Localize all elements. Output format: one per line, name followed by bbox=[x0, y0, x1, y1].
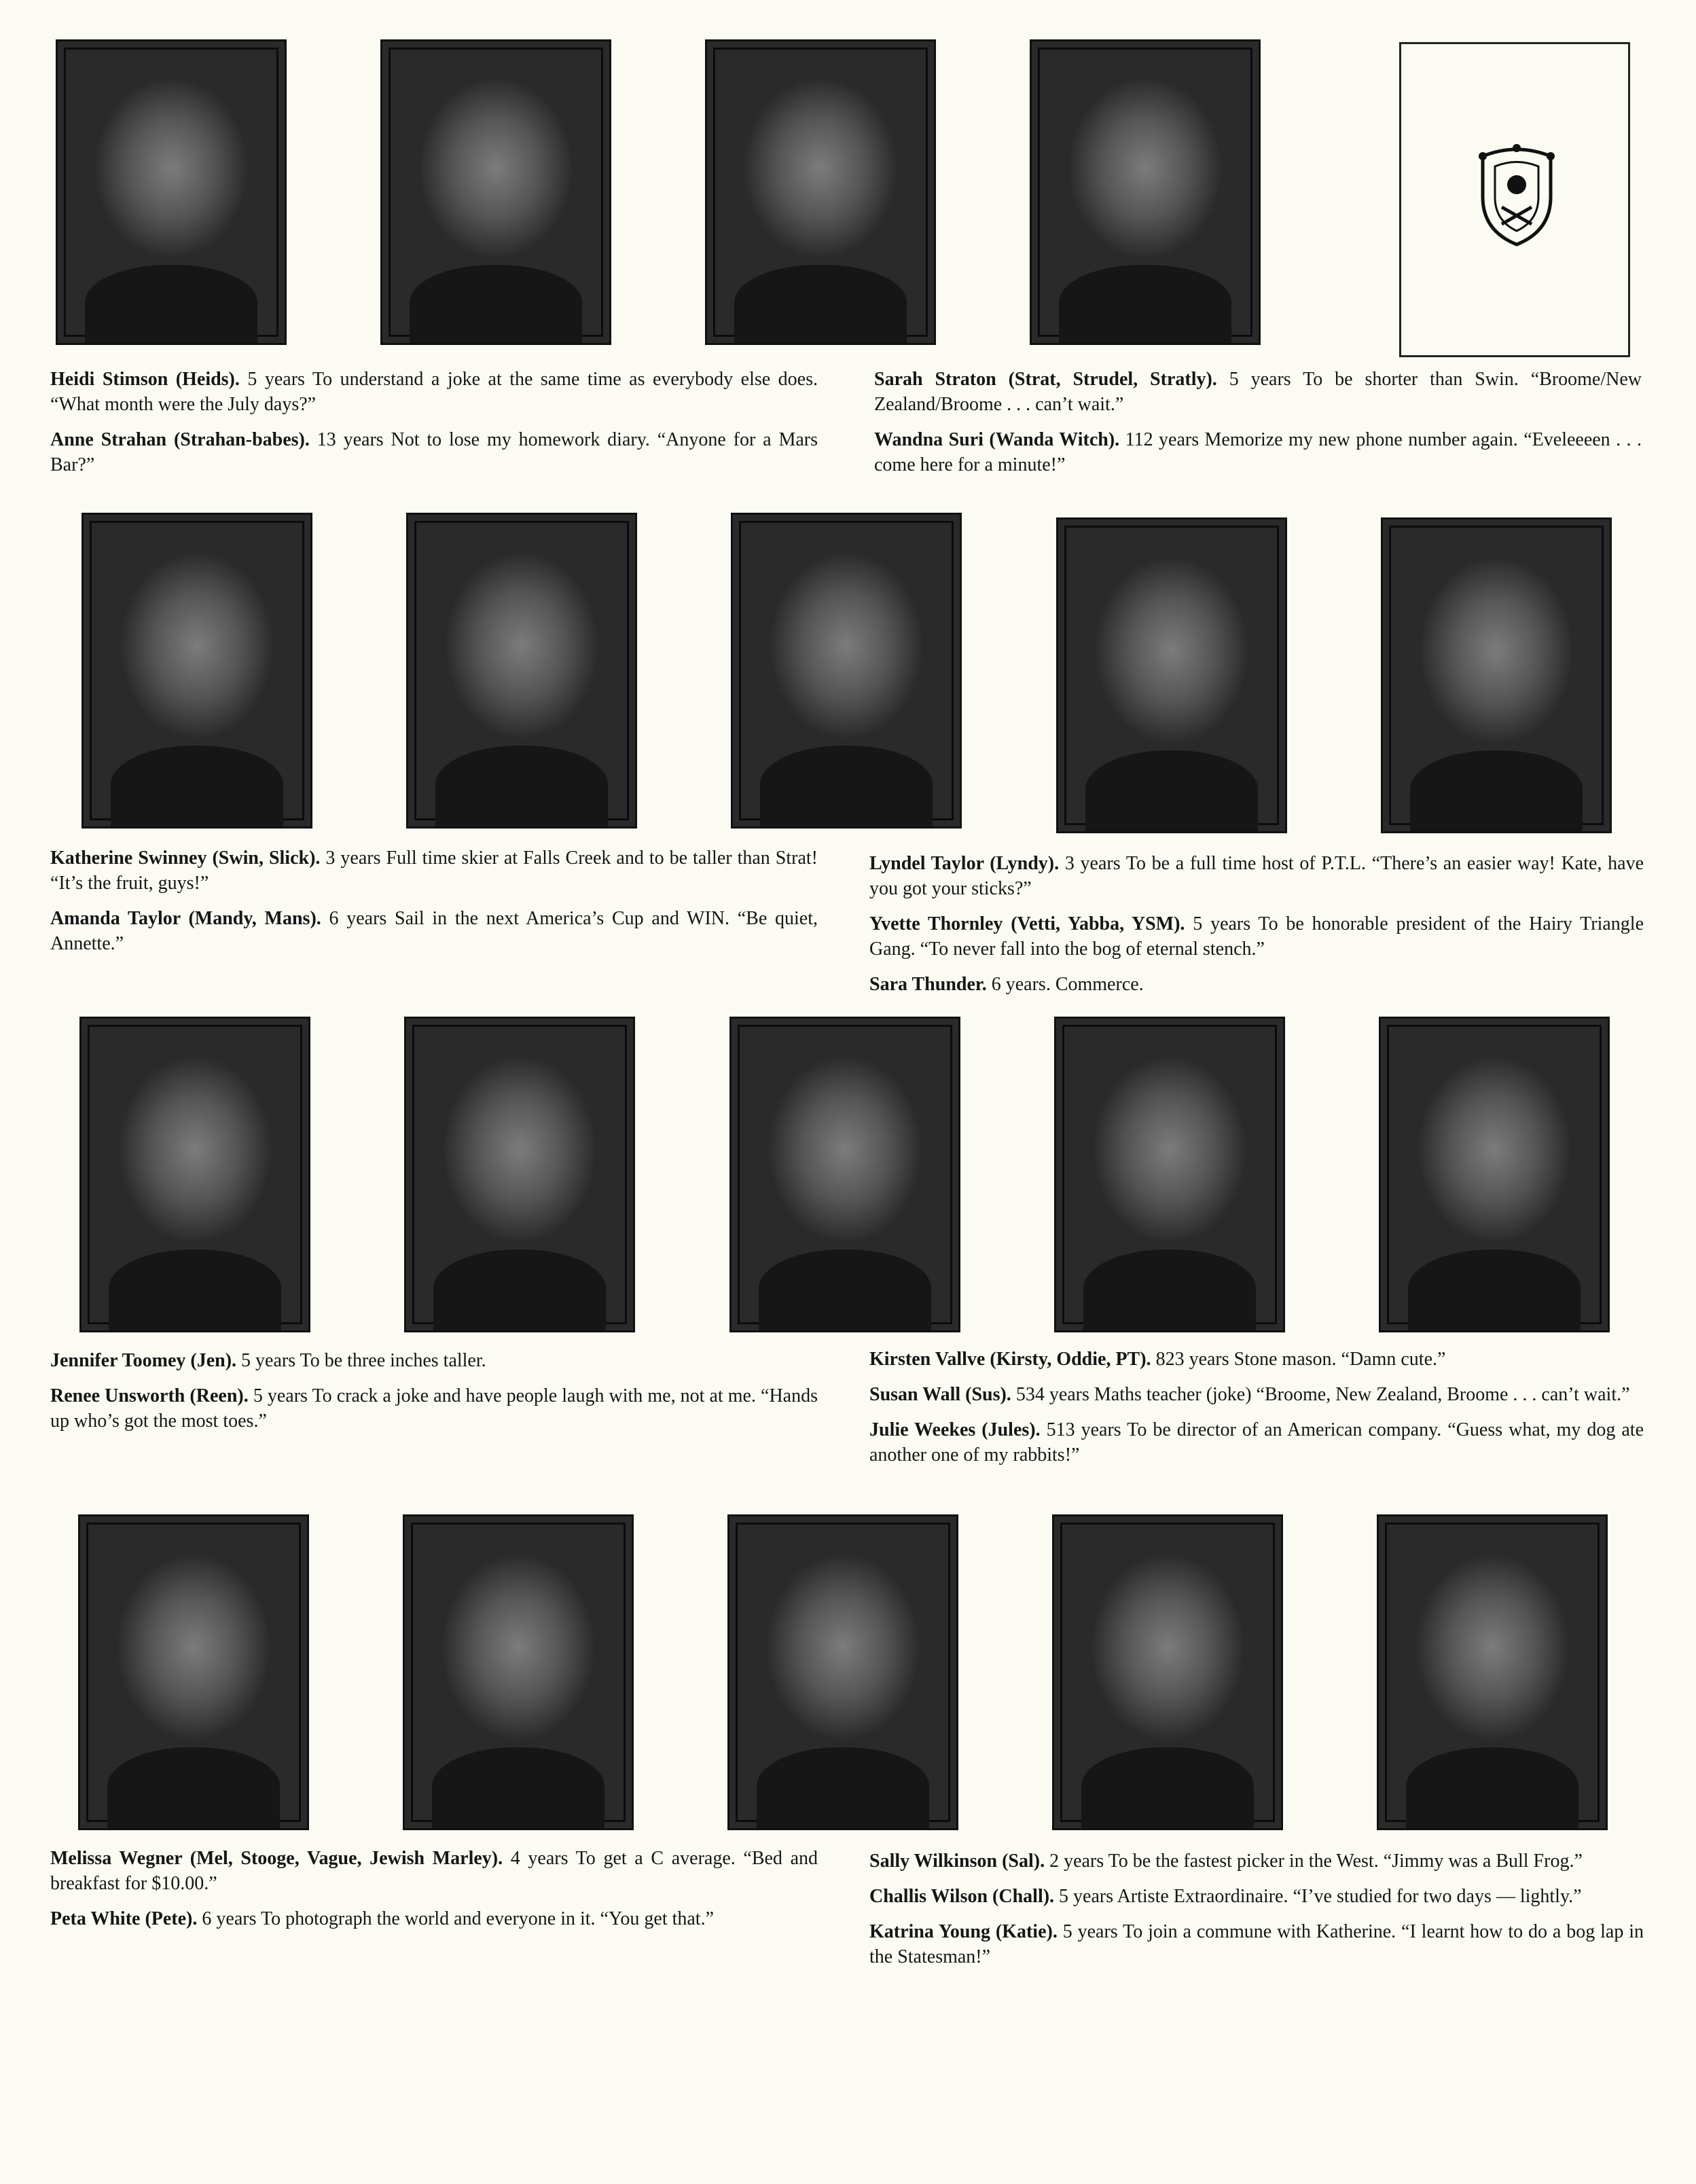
portrait-photo bbox=[1381, 517, 1612, 833]
student-entry bbox=[50, 1348, 818, 1373]
caption-block bbox=[50, 1348, 818, 1444]
student-name: Susan Wall (Sus). bbox=[869, 1384, 1011, 1405]
student-name: Lyndel Taylor (Lyndy). bbox=[869, 853, 1060, 874]
student-name: Wandna Suri (Wanda Witch). bbox=[874, 429, 1120, 450]
student-name: Anne Strahan (Strahan-babes). bbox=[50, 429, 310, 450]
student-entry bbox=[50, 367, 818, 417]
student-details: 513 years To be director of an American company. “Guess what, my dog ate another one of my rabbits!” bbox=[869, 1419, 1644, 1466]
portrait-photo bbox=[406, 513, 637, 829]
caption-block bbox=[50, 1846, 818, 1942]
student-details: 6 years Sail in the next America’s Cup and WIN. “Be quiet, Annette.” bbox=[50, 908, 818, 954]
student-details: 5 years To be three inches taller. bbox=[241, 1350, 486, 1371]
caption-block bbox=[869, 851, 1644, 1007]
student-details: 823 years Stone mason. “Damn cute.” bbox=[1155, 1349, 1446, 1370]
student-name: Julie Weekes (Jules). bbox=[869, 1419, 1041, 1440]
portrait-photo bbox=[1052, 1514, 1283, 1830]
student-details: 112 years Memorize my new phone number again. “Eveleeeen . . . come here for a minute!” bbox=[874, 429, 1642, 475]
student-name: Challis Wilson (Chall). bbox=[869, 1886, 1055, 1907]
student-details: 6 years To photograph the world and everyone in it. “You get that.” bbox=[202, 1908, 715, 1929]
student-details: 5 years To join a commune with Katherine. “I learnt how to do a bog lap in the Statesman!” bbox=[869, 1921, 1644, 1967]
student-details: 2 years To be the fastest picker in the West. “Jimmy was a Bull Frog.” bbox=[1049, 1851, 1583, 1872]
portrait-photo bbox=[1379, 1017, 1610, 1332]
student-name: Katrina Young (Katie). bbox=[869, 1921, 1058, 1942]
student-entry bbox=[874, 367, 1642, 417]
student-details: 13 years Not to lose my homework diary. “Anyone for a Mars Bar?” bbox=[50, 429, 818, 475]
portrait-photo bbox=[729, 1017, 960, 1332]
student-entry bbox=[50, 427, 818, 477]
student-details: 5 years To crack a joke and have people laugh with me, not at me. “Hands up who’s got the most toes.” bbox=[50, 1385, 818, 1432]
student-details: 5 years Artiste Extraordinaire. “I’ve studied for two days — lightly.” bbox=[1059, 1886, 1582, 1907]
portrait-photo bbox=[56, 39, 287, 345]
student-entry bbox=[869, 851, 1644, 901]
portrait-photo bbox=[82, 513, 312, 829]
student-name: Sara Thunder. bbox=[869, 974, 987, 995]
student-entry bbox=[50, 1906, 818, 1931]
student-details: 6 years. Commerce. bbox=[991, 974, 1144, 995]
student-name: Sally Wilkinson (Sal). bbox=[869, 1851, 1045, 1872]
student-entry bbox=[869, 1382, 1644, 1407]
student-name: Jennifer Toomey (Jen). bbox=[50, 1350, 237, 1371]
student-name: Melissa Wegner (Mel, Stooge, Vague, Jewish Marley). bbox=[50, 1848, 503, 1869]
portrait-photo bbox=[1030, 39, 1261, 345]
caption-block bbox=[874, 367, 1642, 488]
portrait-photo bbox=[403, 1514, 634, 1830]
school-crest-panel bbox=[1399, 42, 1630, 357]
student-entry bbox=[869, 911, 1644, 962]
portrait-photo bbox=[731, 513, 962, 829]
caption-block bbox=[50, 845, 818, 966]
student-details: 5 years To be shorter than Swin. “Broome/New Zealand/Broome . . . can’t wait.” bbox=[874, 369, 1642, 415]
portrait-photo bbox=[1056, 517, 1287, 833]
student-name: Kirsten Vallve (Kirsty, Oddie, PT). bbox=[869, 1349, 1151, 1370]
school-crest-icon bbox=[1469, 143, 1564, 251]
student-entry bbox=[869, 1417, 1644, 1468]
caption-block bbox=[869, 1347, 1644, 1478]
portrait-photo bbox=[380, 39, 611, 345]
student-name: Sarah Straton (Strat, Strudel, Stratly). bbox=[874, 369, 1217, 390]
student-entry bbox=[869, 1884, 1644, 1909]
student-name: Heidi Stimson (Heids). bbox=[50, 369, 240, 390]
student-entry bbox=[874, 427, 1642, 477]
portrait-photo bbox=[404, 1017, 635, 1332]
student-details: 5 years To understand a joke at the same time as everybody else does. “What month were the July days?” bbox=[50, 369, 818, 415]
student-entry bbox=[869, 1347, 1644, 1372]
student-name: Peta White (Pete). bbox=[50, 1908, 198, 1929]
portrait-photo bbox=[705, 39, 936, 345]
caption-block bbox=[869, 1849, 1644, 1980]
student-entry bbox=[50, 1846, 818, 1896]
student-details: 5 years To be honorable president of the Hairy Triangle Gang. “To never fall into the bog of eternal stench.” bbox=[869, 913, 1644, 960]
student-entry bbox=[869, 1849, 1644, 1874]
portrait-photo bbox=[727, 1514, 958, 1830]
student-entry bbox=[50, 1383, 818, 1434]
student-entry bbox=[869, 1919, 1644, 1969]
student-details: 4 years To get a C average. “Bed and breakfast for $10.00.” bbox=[50, 1848, 818, 1894]
student-name: Renee Unsworth (Reen). bbox=[50, 1385, 249, 1406]
student-name: Katherine Swinney (Swin, Slick). bbox=[50, 848, 321, 869]
portrait-photo bbox=[78, 1514, 309, 1830]
portrait-photo bbox=[1377, 1514, 1608, 1830]
student-details: 3 years Full time skier at Falls Creek and to be taller than Strat! “It’s the fruit, guys!” bbox=[50, 848, 818, 894]
student-entry bbox=[50, 906, 818, 956]
caption-block bbox=[50, 367, 818, 488]
student-entry bbox=[50, 845, 818, 896]
portrait-photo bbox=[1054, 1017, 1285, 1332]
student-name: Amanda Taylor (Mandy, Mans). bbox=[50, 908, 321, 929]
portrait-photo bbox=[79, 1017, 310, 1332]
student-entry bbox=[869, 972, 1644, 997]
student-name: Yvette Thornley (Vetti, Yabba, YSM). bbox=[869, 913, 1185, 934]
student-details: 3 years To be a full time host of P.T.L. “There’s an easier way! Kate, have you got your sticks?” bbox=[869, 853, 1644, 899]
student-details: 534 years Maths teacher (joke) “Broome, New Zealand, Broome . . . can’t wait.” bbox=[1015, 1384, 1630, 1405]
